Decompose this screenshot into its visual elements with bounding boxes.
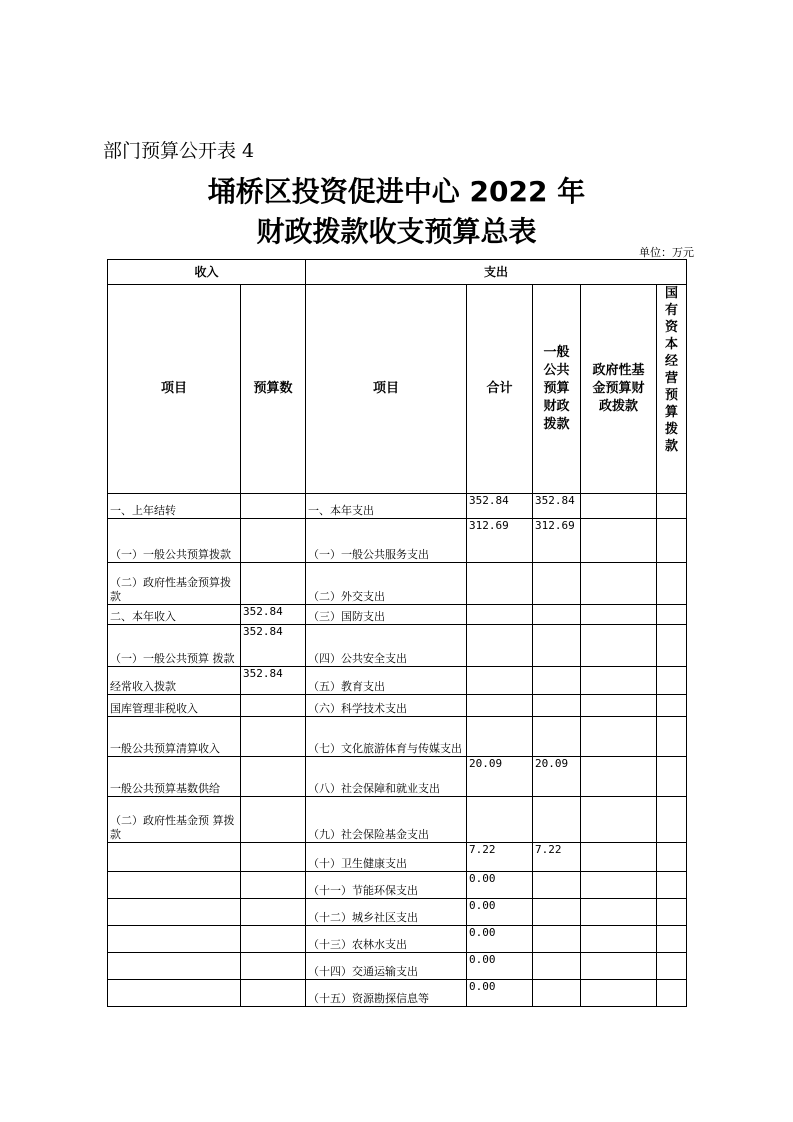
income-amount-cell: 352.84 <box>241 625 306 667</box>
general-public-cell <box>533 605 581 625</box>
total-cell <box>467 605 533 625</box>
income-amount-cell: 352.84 <box>241 667 306 695</box>
expense-item-cell: （六）科学技术支出 <box>306 695 467 717</box>
general-public-cell <box>533 953 581 980</box>
general-public-cell <box>533 926 581 953</box>
state-capital-cell <box>657 872 687 899</box>
general-public-cell <box>533 980 581 1007</box>
table-row <box>108 563 687 605</box>
header-row-2 <box>108 285 687 494</box>
state-capital-cell <box>657 843 687 872</box>
expense-item-cell: （十三）农林水支出 <box>306 926 467 953</box>
income-item-cell: 一般公共预算清算收入 <box>108 717 241 757</box>
expense-item-cell: （二）外交支出 <box>306 563 467 605</box>
gov-fund-cell <box>581 625 657 667</box>
general-public-cell <box>533 695 581 717</box>
total-cell <box>467 797 533 843</box>
budget-table <box>107 259 687 1007</box>
income-amount-cell <box>241 519 306 563</box>
state-capital-cell <box>657 563 687 605</box>
expense-header: 支出 <box>306 260 687 285</box>
income-item-cell: （一）一般公共预算 拨款 <box>108 625 241 667</box>
total-cell <box>467 625 533 667</box>
table-row <box>108 843 687 872</box>
gov-fund-header: 政府性基金预算财政拨款 <box>581 285 657 494</box>
unit-label: 单位：万元 <box>639 246 694 259</box>
table-row <box>108 980 687 1007</box>
expense-item-cell: （七）文化旅游体育与传媒支出 <box>306 717 467 757</box>
table-row <box>108 757 687 797</box>
table-row <box>108 797 687 843</box>
income-item-cell: 国库管理非税收入 <box>108 695 241 717</box>
income-item-cell: （二）政府性基金预 算拨款 <box>108 797 241 843</box>
gov-fund-cell <box>581 563 657 605</box>
general-public-cell <box>533 563 581 605</box>
income-item-cell: 一、上年结转 <box>108 494 241 519</box>
income-item-cell <box>108 980 241 1007</box>
general-public-cell <box>533 872 581 899</box>
table-row <box>108 695 687 717</box>
gov-fund-cell <box>581 843 657 872</box>
expense-item-cell: （十二）城乡社区支出 <box>306 899 467 926</box>
expense-item-cell: （九）社会保险基金支出 <box>306 797 467 843</box>
income-amount-cell <box>241 797 306 843</box>
state-capital-cell <box>657 519 687 563</box>
income-item-cell <box>108 843 241 872</box>
income-item-cell: 经常收入拨款 <box>108 667 241 695</box>
income-amount-cell <box>241 843 306 872</box>
expense-item-cell: （十五）资源勘探信息等 <box>306 980 467 1007</box>
income-item-cell <box>108 899 241 926</box>
income-amount-cell <box>241 717 306 757</box>
general-public-cell <box>533 717 581 757</box>
table-row <box>108 872 687 899</box>
general-public-cell: 7.22 <box>533 843 581 872</box>
expense-item-cell: （八）社会保障和就业支出 <box>306 757 467 797</box>
state-capital-cell <box>657 953 687 980</box>
gov-fund-cell <box>581 926 657 953</box>
income-item-cell: （一）一般公共预算拨款 <box>108 519 241 563</box>
income-amount-cell <box>241 563 306 605</box>
income-item-cell <box>108 953 241 980</box>
total-cell: 312.69 <box>467 519 533 563</box>
gov-fund-cell <box>581 757 657 797</box>
expense-item-cell: （四）公共安全支出 <box>306 625 467 667</box>
table-row <box>108 899 687 926</box>
income-item-cell <box>108 872 241 899</box>
budget-amount-header: 预算数 <box>241 285 306 494</box>
general-public-cell <box>533 899 581 926</box>
total-cell <box>467 717 533 757</box>
total-cell <box>467 695 533 717</box>
income-item-cell: 二、本年收入 <box>108 605 241 625</box>
state-capital-cell <box>657 695 687 717</box>
state-capital-cell <box>657 757 687 797</box>
expense-item-header: 项目 <box>306 285 467 494</box>
state-capital-cell <box>657 797 687 843</box>
expense-item-cell: （三）国防支出 <box>306 605 467 625</box>
state-capital-cell <box>657 899 687 926</box>
expense-item-cell: （十）卫生健康支出 <box>306 843 467 872</box>
total-cell: 7.22 <box>467 843 533 872</box>
expense-item-cell: （一）一般公共服务支出 <box>306 519 467 563</box>
general-public-cell: 352.84 <box>533 494 581 519</box>
general-public-cell <box>533 625 581 667</box>
expense-item-cell: （五）教育支出 <box>306 667 467 695</box>
income-amount-cell <box>241 695 306 717</box>
state-capital-cell <box>657 980 687 1007</box>
gov-fund-cell <box>581 980 657 1007</box>
general-public-header: 一般公共预算财政拨款 <box>533 285 581 494</box>
document-label: 部门预算公开表 4 <box>103 140 255 162</box>
general-public-cell: 312.69 <box>533 519 581 563</box>
general-public-cell <box>533 797 581 843</box>
general-public-cell <box>533 667 581 695</box>
state-capital-cell <box>657 494 687 519</box>
total-cell: 20.09 <box>467 757 533 797</box>
total-cell: 0.00 <box>467 899 533 926</box>
income-amount-cell <box>241 494 306 519</box>
gov-fund-cell <box>581 605 657 625</box>
gov-fund-cell <box>581 695 657 717</box>
table-row <box>108 717 687 757</box>
income-item-cell: 一般公共预算基数供给 <box>108 757 241 797</box>
general-public-cell: 20.09 <box>533 757 581 797</box>
total-cell: 0.00 <box>467 953 533 980</box>
gov-fund-cell <box>581 953 657 980</box>
state-capital-cell <box>657 605 687 625</box>
total-header: 合计 <box>467 285 533 494</box>
expense-item-cell: 一、本年支出 <box>306 494 467 519</box>
title-line-1: 埇桥区投资促进中心 2022 年 <box>207 175 586 208</box>
state-capital-cell <box>657 625 687 667</box>
gov-fund-cell <box>581 797 657 843</box>
table-row <box>108 519 687 563</box>
income-amount-cell: 352.84 <box>241 605 306 625</box>
income-item-cell: （二）政府性基金预算拨款 <box>108 563 241 605</box>
income-amount-cell <box>241 899 306 926</box>
total-cell: 352.84 <box>467 494 533 519</box>
gov-fund-cell <box>581 494 657 519</box>
income-amount-cell <box>241 872 306 899</box>
income-amount-cell <box>241 757 306 797</box>
table-row <box>108 605 687 625</box>
gov-fund-cell <box>581 519 657 563</box>
table-row <box>108 953 687 980</box>
state-capital-cell <box>657 926 687 953</box>
total-cell <box>467 667 533 695</box>
income-item-header: 项目 <box>108 285 241 494</box>
state-capital-header: 国有资本经营预算拨款 <box>657 285 687 494</box>
gov-fund-cell <box>581 667 657 695</box>
state-capital-cell <box>657 717 687 757</box>
total-cell: 0.00 <box>467 872 533 899</box>
gov-fund-cell <box>581 717 657 757</box>
table-row <box>108 667 687 695</box>
income-amount-cell <box>241 926 306 953</box>
title-line-2: 财政拨款收支预算总表 <box>256 215 537 248</box>
expense-item-cell: （十四）交通运输支出 <box>306 953 467 980</box>
header-row-1 <box>108 260 687 285</box>
gov-fund-cell <box>581 899 657 926</box>
total-cell <box>467 563 533 605</box>
expense-item-cell: （十一）节能环保支出 <box>306 872 467 899</box>
gov-fund-cell <box>581 872 657 899</box>
table-row <box>108 625 687 667</box>
income-amount-cell <box>241 953 306 980</box>
income-item-cell <box>108 926 241 953</box>
income-amount-cell <box>241 980 306 1007</box>
state-capital-cell <box>657 667 687 695</box>
table-row <box>108 494 687 519</box>
table-row <box>108 926 687 953</box>
total-cell: 0.00 <box>467 980 533 1007</box>
total-cell: 0.00 <box>467 926 533 953</box>
income-header: 收入 <box>108 260 306 285</box>
